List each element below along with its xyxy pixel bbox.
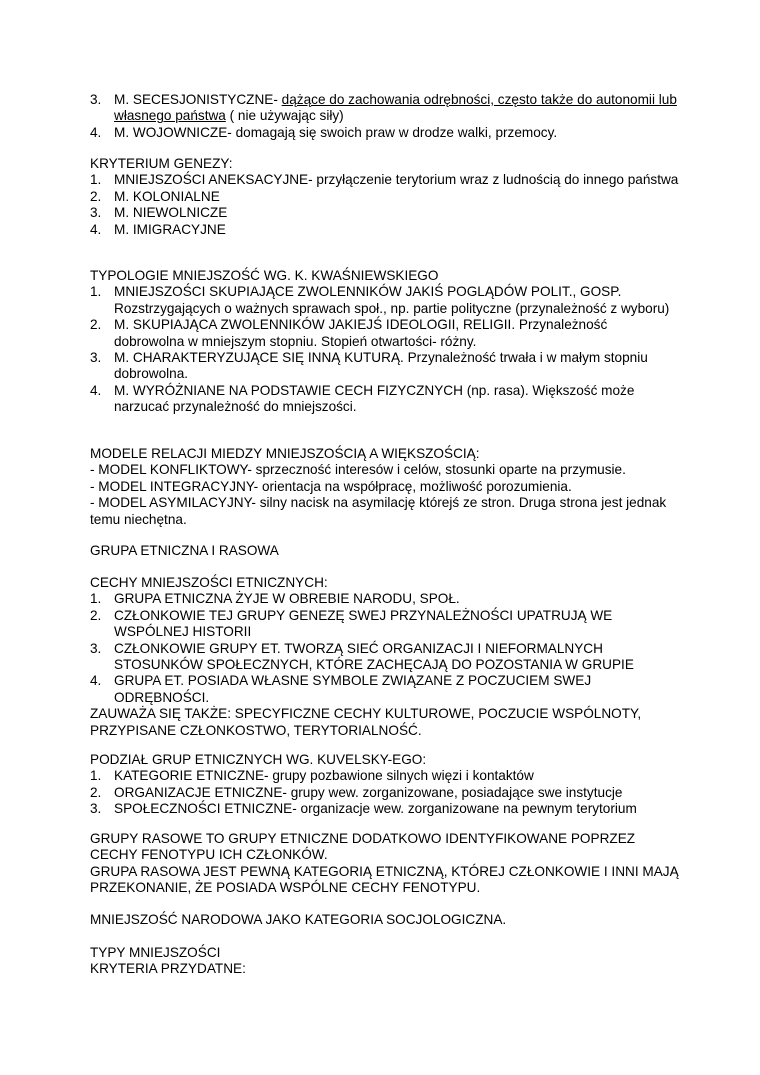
list-text: M. IMIGRACYJNE — [114, 221, 226, 237]
list-text: M. WOJOWNICZE- domagają się swoich praw w drodze walki, przemocy. — [114, 124, 558, 140]
list-text: KATEGORIE ETNICZNE- grupy pozbawione silnych więzi i kontaktów — [114, 768, 534, 784]
list-number: 4. — [90, 382, 102, 398]
list-number: 1. — [90, 172, 102, 188]
list-item — [90, 383, 680, 416]
list-item — [90, 608, 680, 641]
model-line: - MODEL KONFLIKTOWY- sprzeczność interesów i celów, stosunki oparte na przymusie. — [90, 462, 626, 478]
section-typologie — [90, 268, 680, 416]
section-note: ZAUWAŻA SIĘ TAKŻE: SPECYFICZNE CECHY KULTUROWE, POCZUCIE WSPÓLNOTY, PRZYPISANE CZŁONKOSTWO, TERYTORIALNOŚĆ. — [90, 706, 642, 738]
section-subheading: KRYTERIA PRZYDATNE: — [90, 961, 246, 977]
list-text: M. CHARAKTERYZUJĄCE SIĘ INNĄ KUTURĄ. Przynależność trwała i w małym stopniu dobrowolna. — [114, 350, 648, 382]
list-text: SPOŁECZNOŚCI ETNICZNE- organizacje wew. zorganizowane na pewnym terytorium — [114, 801, 637, 817]
list-item — [90, 317, 680, 350]
list-number: 2. — [90, 607, 102, 623]
section-narodowa — [90, 912, 680, 928]
list-text: ORGANIZACJE ETNICZNE- grupy wew. zorganizowane, posiadające swe instytucje — [114, 784, 623, 800]
section-heading: TYPOLOGIE MNIEJSZOŚĆ WG. K. KWAŚNIEWSKIEGO — [90, 268, 439, 283]
list-item — [90, 189, 680, 205]
list-text-tail: ( nie używając siły) — [225, 108, 344, 124]
list-number: 2. — [90, 784, 102, 800]
list-item — [90, 92, 680, 125]
list-text: GRUPA ET. POSIADA WŁASNE SYMBOLE ZWIĄZANE Z POCZUCIEM SWEJ ODRĘBNOŚCI. — [114, 673, 592, 705]
list-item — [90, 350, 680, 383]
section-heading: PODZIAŁ GRUP ETNICZNYCH WG. KUVELSKY-EGO: — [90, 752, 427, 767]
section-grupa — [90, 543, 680, 559]
list-text: GRUPA ETNICZNA ŻYJE W OBREBIE NARODU, SPOŁ. — [114, 591, 460, 607]
list-text: MNIEJSZOŚCI ANEKSACYJNE- przyłączenie terytorium wraz z ludnością do innego państwa — [114, 172, 679, 188]
list-number: 3. — [90, 640, 102, 656]
paragraph: GRUPA RASOWA JEST PEWNĄ KATEGORIĄ ETNICZNĄ, KTÓREJ CZŁONKOWIE I INNI MAJĄ PRZEKONANIE, ŻE POSIADA WSPÓLNE CECHY FENOTYPU. — [90, 863, 679, 896]
list-item — [90, 641, 680, 674]
model-line: - MODEL ASYMILACYJNY- silny nacisk na asymilację którejś ze stron. Druga strona jest jednak temu niechętna. — [90, 495, 667, 527]
section-heading: TYPY MNIEJSZOŚCI — [90, 945, 221, 960]
list-text: M. WYRÓŻNIANE NA PODSTAWIE CECH FIZYCZNYCH (np. rasa). Większość może narzucać przynależność do mniejszości. — [114, 382, 635, 415]
list-text: M. SKUPIAJĄCA ZWOLENNIKÓW JAKIEJŚ IDEOLOGII, RELIGII. Przynależność dobrowolna w mniejszym stopniu. Stopień otwartości- różny. — [114, 317, 608, 349]
list-number: 1. — [90, 768, 102, 784]
list-number: 4. — [90, 124, 102, 140]
list-text: CZŁONKOWIE GRUPY ET. TWORZĄ SIEĆ ORGANIZACJI I NIEFORMALNYCH STOSUNKÓW SPOŁECZNYCH, KTÓRE ZACHĘCAJĄ DO POZOSTANIA W GRUPIE — [114, 640, 634, 673]
section-typy — [90, 945, 680, 978]
list-number: 2. — [90, 188, 102, 204]
list-item — [90, 591, 680, 607]
section-cechy — [90, 575, 680, 739]
section-heading: CECHY MNIEJSZOŚCI ETNICZNYCH: — [90, 575, 328, 590]
list-number: 4. — [90, 221, 102, 237]
paragraph: GRUPY RASOWE TO GRUPY ETNICZNE DODATKOWO IDENTYFIKOWANE POPRZEZ CECHY FENOTYPU ICH CZŁONKÓW. — [90, 831, 636, 863]
list-item — [90, 205, 680, 221]
list-item — [90, 172, 680, 188]
list-number: 2. — [90, 317, 102, 333]
list-item — [90, 284, 680, 317]
list-number: 1. — [90, 591, 102, 607]
list-text: CZŁONKOWIE TEJ GRUPY GENEZĘ SWEJ PRZYNALEŻNOŚCI UPATRUJĄ WE WSPÓLNEJ HISTORII — [114, 607, 613, 640]
list-text: MNIEJSZOŚCI SKUPIAJĄCE ZWOLENNIKÓW JAKIŚ POGLĄDÓW POLIT., GOSP. Rozstrzygających o ważnych sprawach społ., np. partie polityczne (przynależność z wyboru) — [114, 284, 670, 316]
section-rasowe — [90, 831, 680, 897]
list-item — [90, 768, 680, 784]
list-text: M. SECESJONISTYCZNE- — [114, 92, 282, 107]
list-text: M. KOLONIALNE — [114, 188, 220, 204]
underlined-text: dążące do zachowania odrębności, często także do autonomii lub własnego państwa — [114, 92, 677, 124]
section-podzial — [90, 752, 680, 818]
section-heading: KRYTERIUM GENEZY: — [90, 156, 233, 171]
list-number: 4. — [90, 673, 102, 689]
top-list — [90, 92, 680, 141]
list-number: 3. — [90, 350, 102, 366]
model-line: - MODEL INTEGRACYJNY- orientacja na współpracę, możliwość porozumienia. — [90, 478, 572, 494]
list-number: 3. — [90, 92, 102, 107]
list-item — [90, 125, 680, 141]
list-number: 3. — [90, 801, 102, 817]
list-number: 3. — [90, 205, 102, 221]
section-modele — [90, 446, 680, 528]
list-item — [90, 222, 680, 238]
list-item — [90, 785, 680, 801]
list-number: 1. — [90, 284, 102, 300]
section-heading: MODELE RELACJI MIEDZY MNIEJSZOŚCIĄ A WIĘKSZOŚCIĄ: — [90, 446, 480, 461]
list-item — [90, 673, 680, 706]
list-item — [90, 801, 680, 817]
section-heading: MNIEJSZOŚĆ NARODOWA JAKO KATEGORIA SOCJOLOGICZNA. — [90, 912, 507, 927]
list-text: M. NIEWOLNICZE — [114, 205, 228, 221]
section-heading: GRUPA ETNICZNA I RASOWA — [90, 543, 279, 558]
section-geneza — [90, 156, 680, 238]
